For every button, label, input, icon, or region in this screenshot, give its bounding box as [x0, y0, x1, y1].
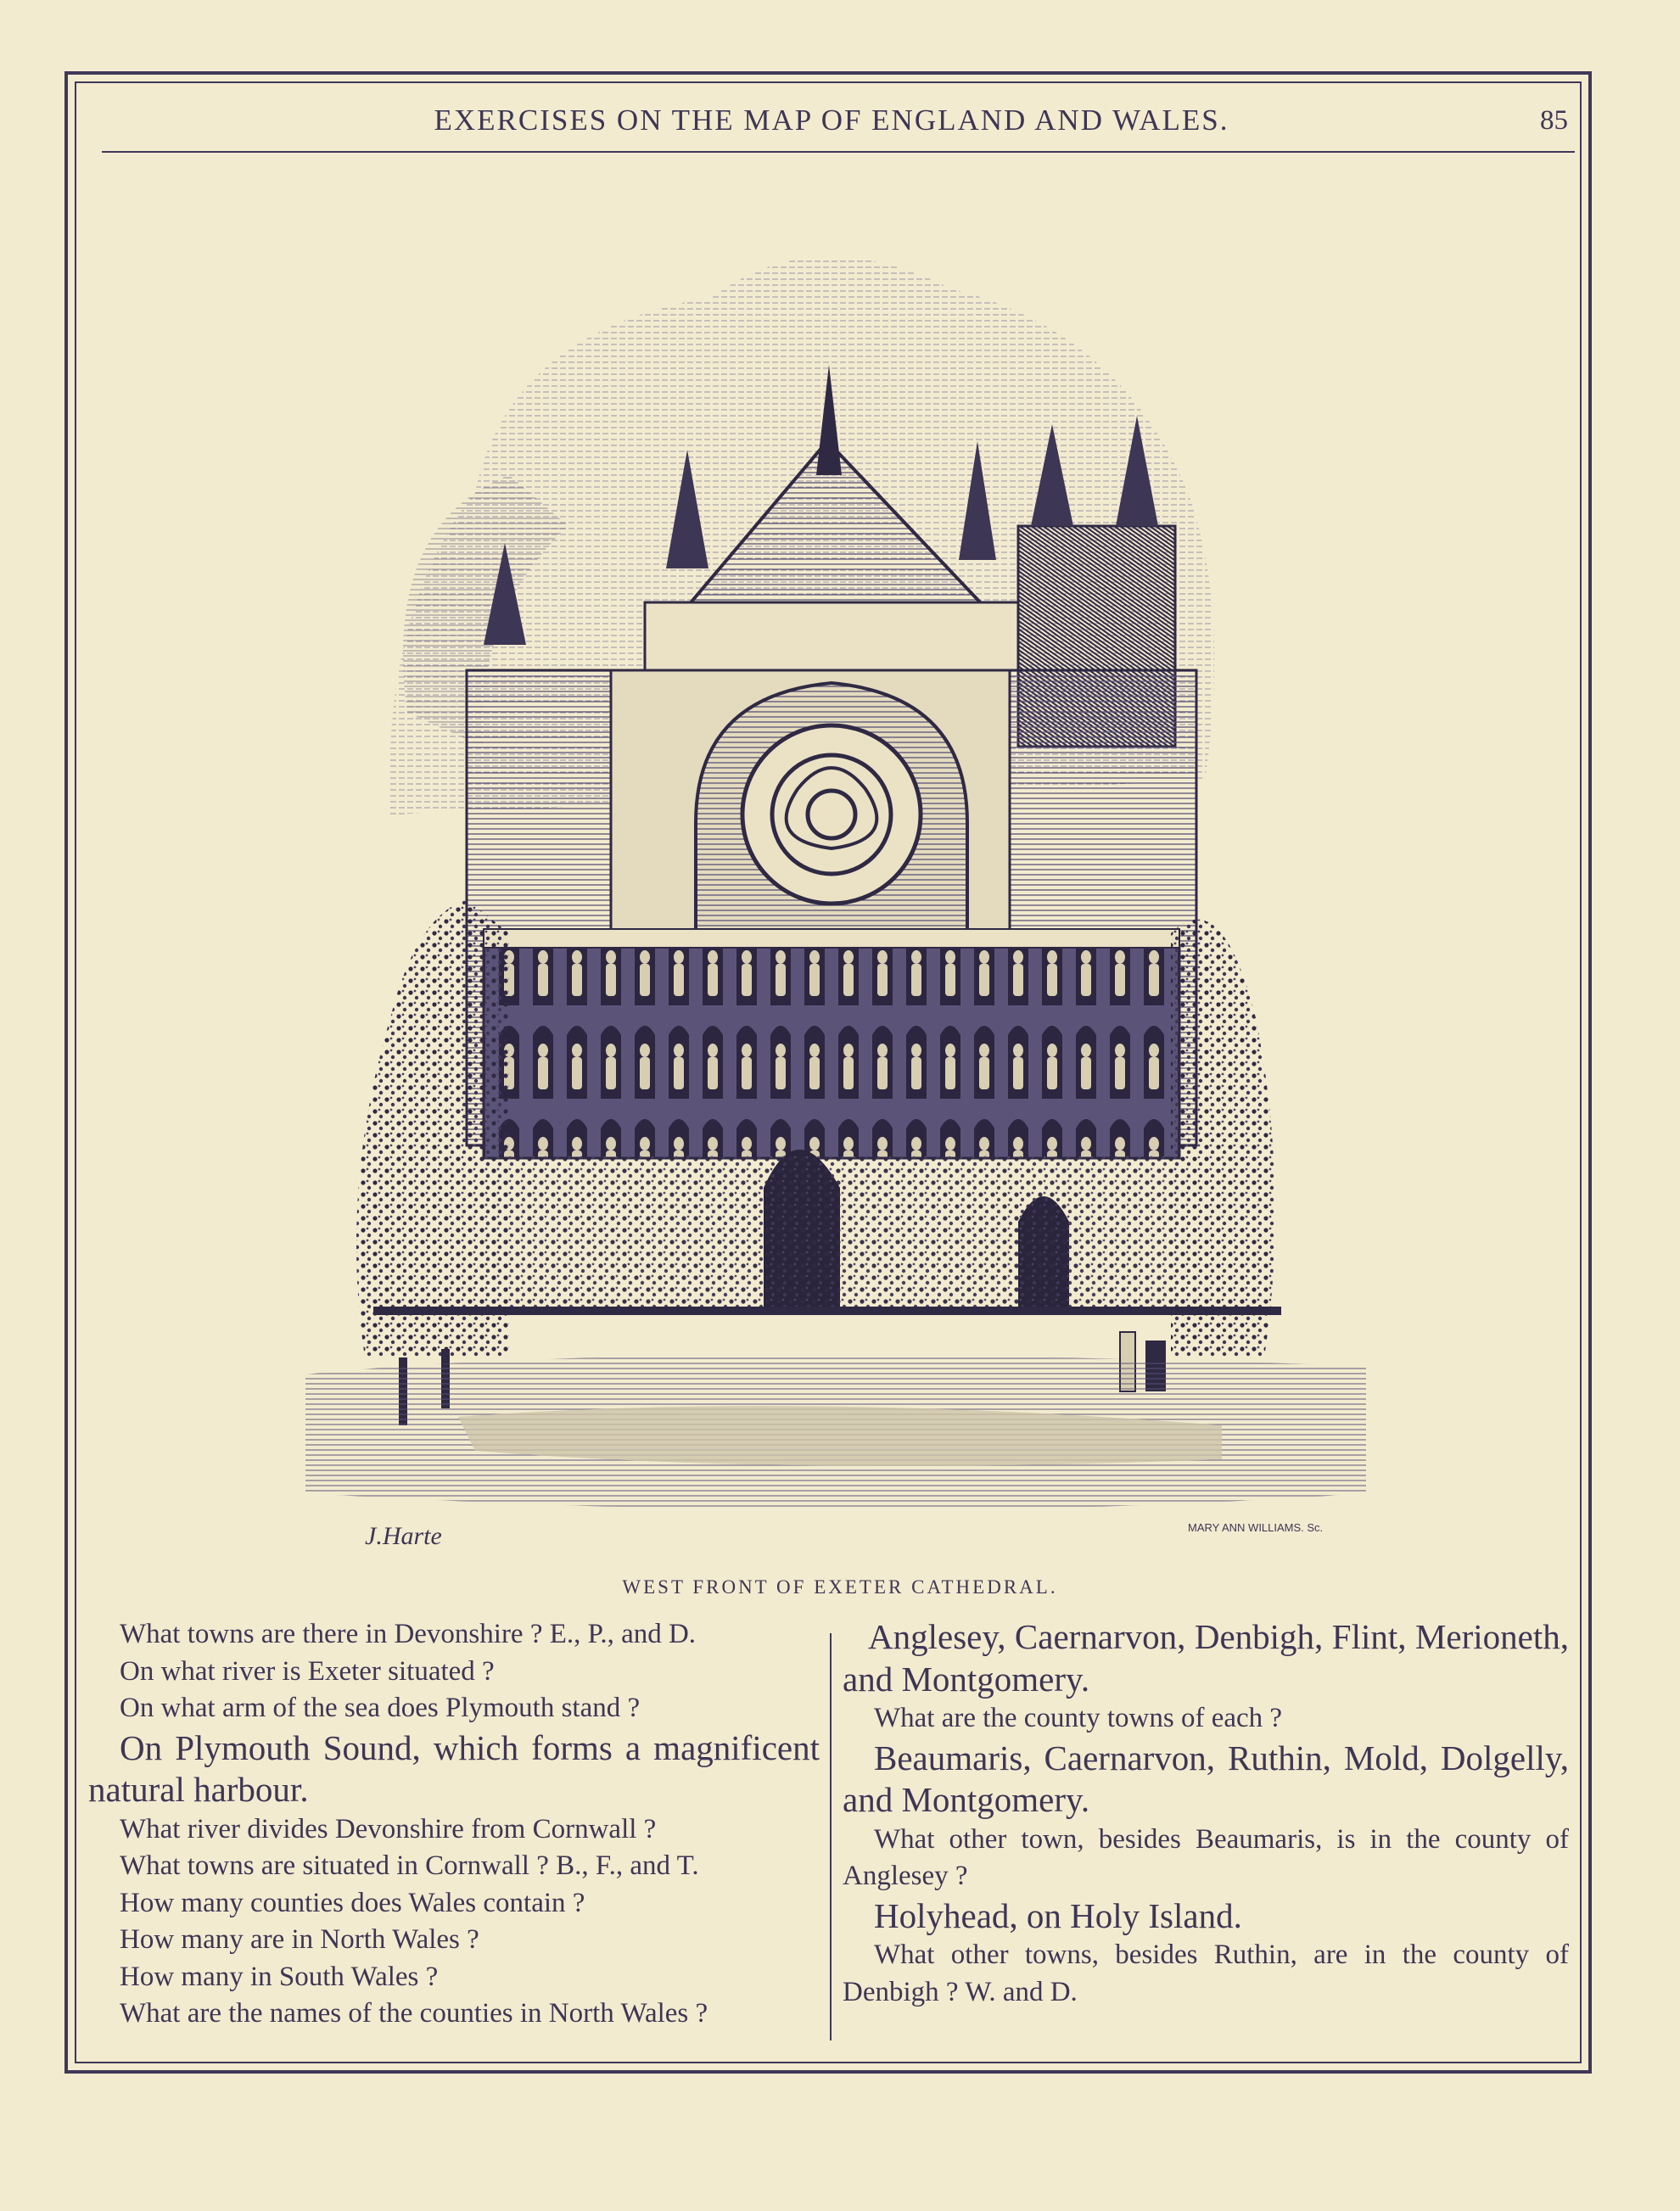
- question-paragraph: What are the names of the counties in North Wales ?: [120, 1998, 708, 2029]
- page-number: 85: [1540, 105, 1568, 136]
- artist-signature: J.Harte: [365, 1522, 442, 1550]
- cathedral-engraving: [288, 170, 1375, 1561]
- image-screen-facade: [484, 929, 1179, 1158]
- question-paragraph: What towns are situated in Cornwall ? B., F., and T.: [120, 1850, 699, 1881]
- question-paragraph: On what river is Exeter situated ?: [120, 1655, 495, 1687]
- question-paragraph: What are the county towns of each ?: [874, 1703, 1283, 1733]
- running-header: [102, 100, 1575, 153]
- answer-paragraph: Beaumaris, Caernarvon, Ruthin, Mold, Dolgelly, and Montgomery.: [843, 1738, 1569, 1819]
- engraver-credit: MARY ANN WILLIAMS. Sc.: [1188, 1521, 1324, 1534]
- question-paragraph: What river divides Devonshire from Cornwall ?: [120, 1813, 657, 1844]
- question-paragraph: On what arm of the sea does Plymouth stand ?: [120, 1693, 641, 1723]
- question-paragraph: How many are in North Wales ?: [120, 1924, 479, 1955]
- question-paragraph: What other town, besides Beaumaris, is in the county of Anglesey ?: [843, 1823, 1569, 1891]
- answer-paragraph: On Plymouth Sound, which forms a magnificent natural harbour.: [88, 1727, 820, 1809]
- question-paragraph: How many counties does Wales contain ?: [120, 1887, 585, 1918]
- right-text-column: [843, 1616, 1569, 2011]
- question-paragraph: What other towns, besides Ruthin, are in the county of Denbigh ? W. and D.: [843, 1940, 1569, 2007]
- question-paragraph: What towns are there in Devonshire ? E., P., and D.: [120, 1619, 697, 1649]
- answer-paragraph: Holyhead, on Holy Island.: [874, 1895, 1242, 1935]
- left-text-column: [88, 1616, 820, 2033]
- running-title: EXERCISES ON THE MAP OF ENGLAND AND WALES.: [434, 104, 1229, 137]
- question-paragraph: How many in South Wales ?: [120, 1961, 439, 1992]
- ground-hatching: [305, 1355, 1366, 1510]
- column-divider: [830, 1633, 832, 2040]
- answer-paragraph: Anglesey, Caernarvon, Denbigh, Flint, Merioneth, and Montgomery.: [843, 1617, 1569, 1699]
- figure-caption: WEST FRONT OF EXETER CATHEDRAL.: [622, 1576, 1058, 1598]
